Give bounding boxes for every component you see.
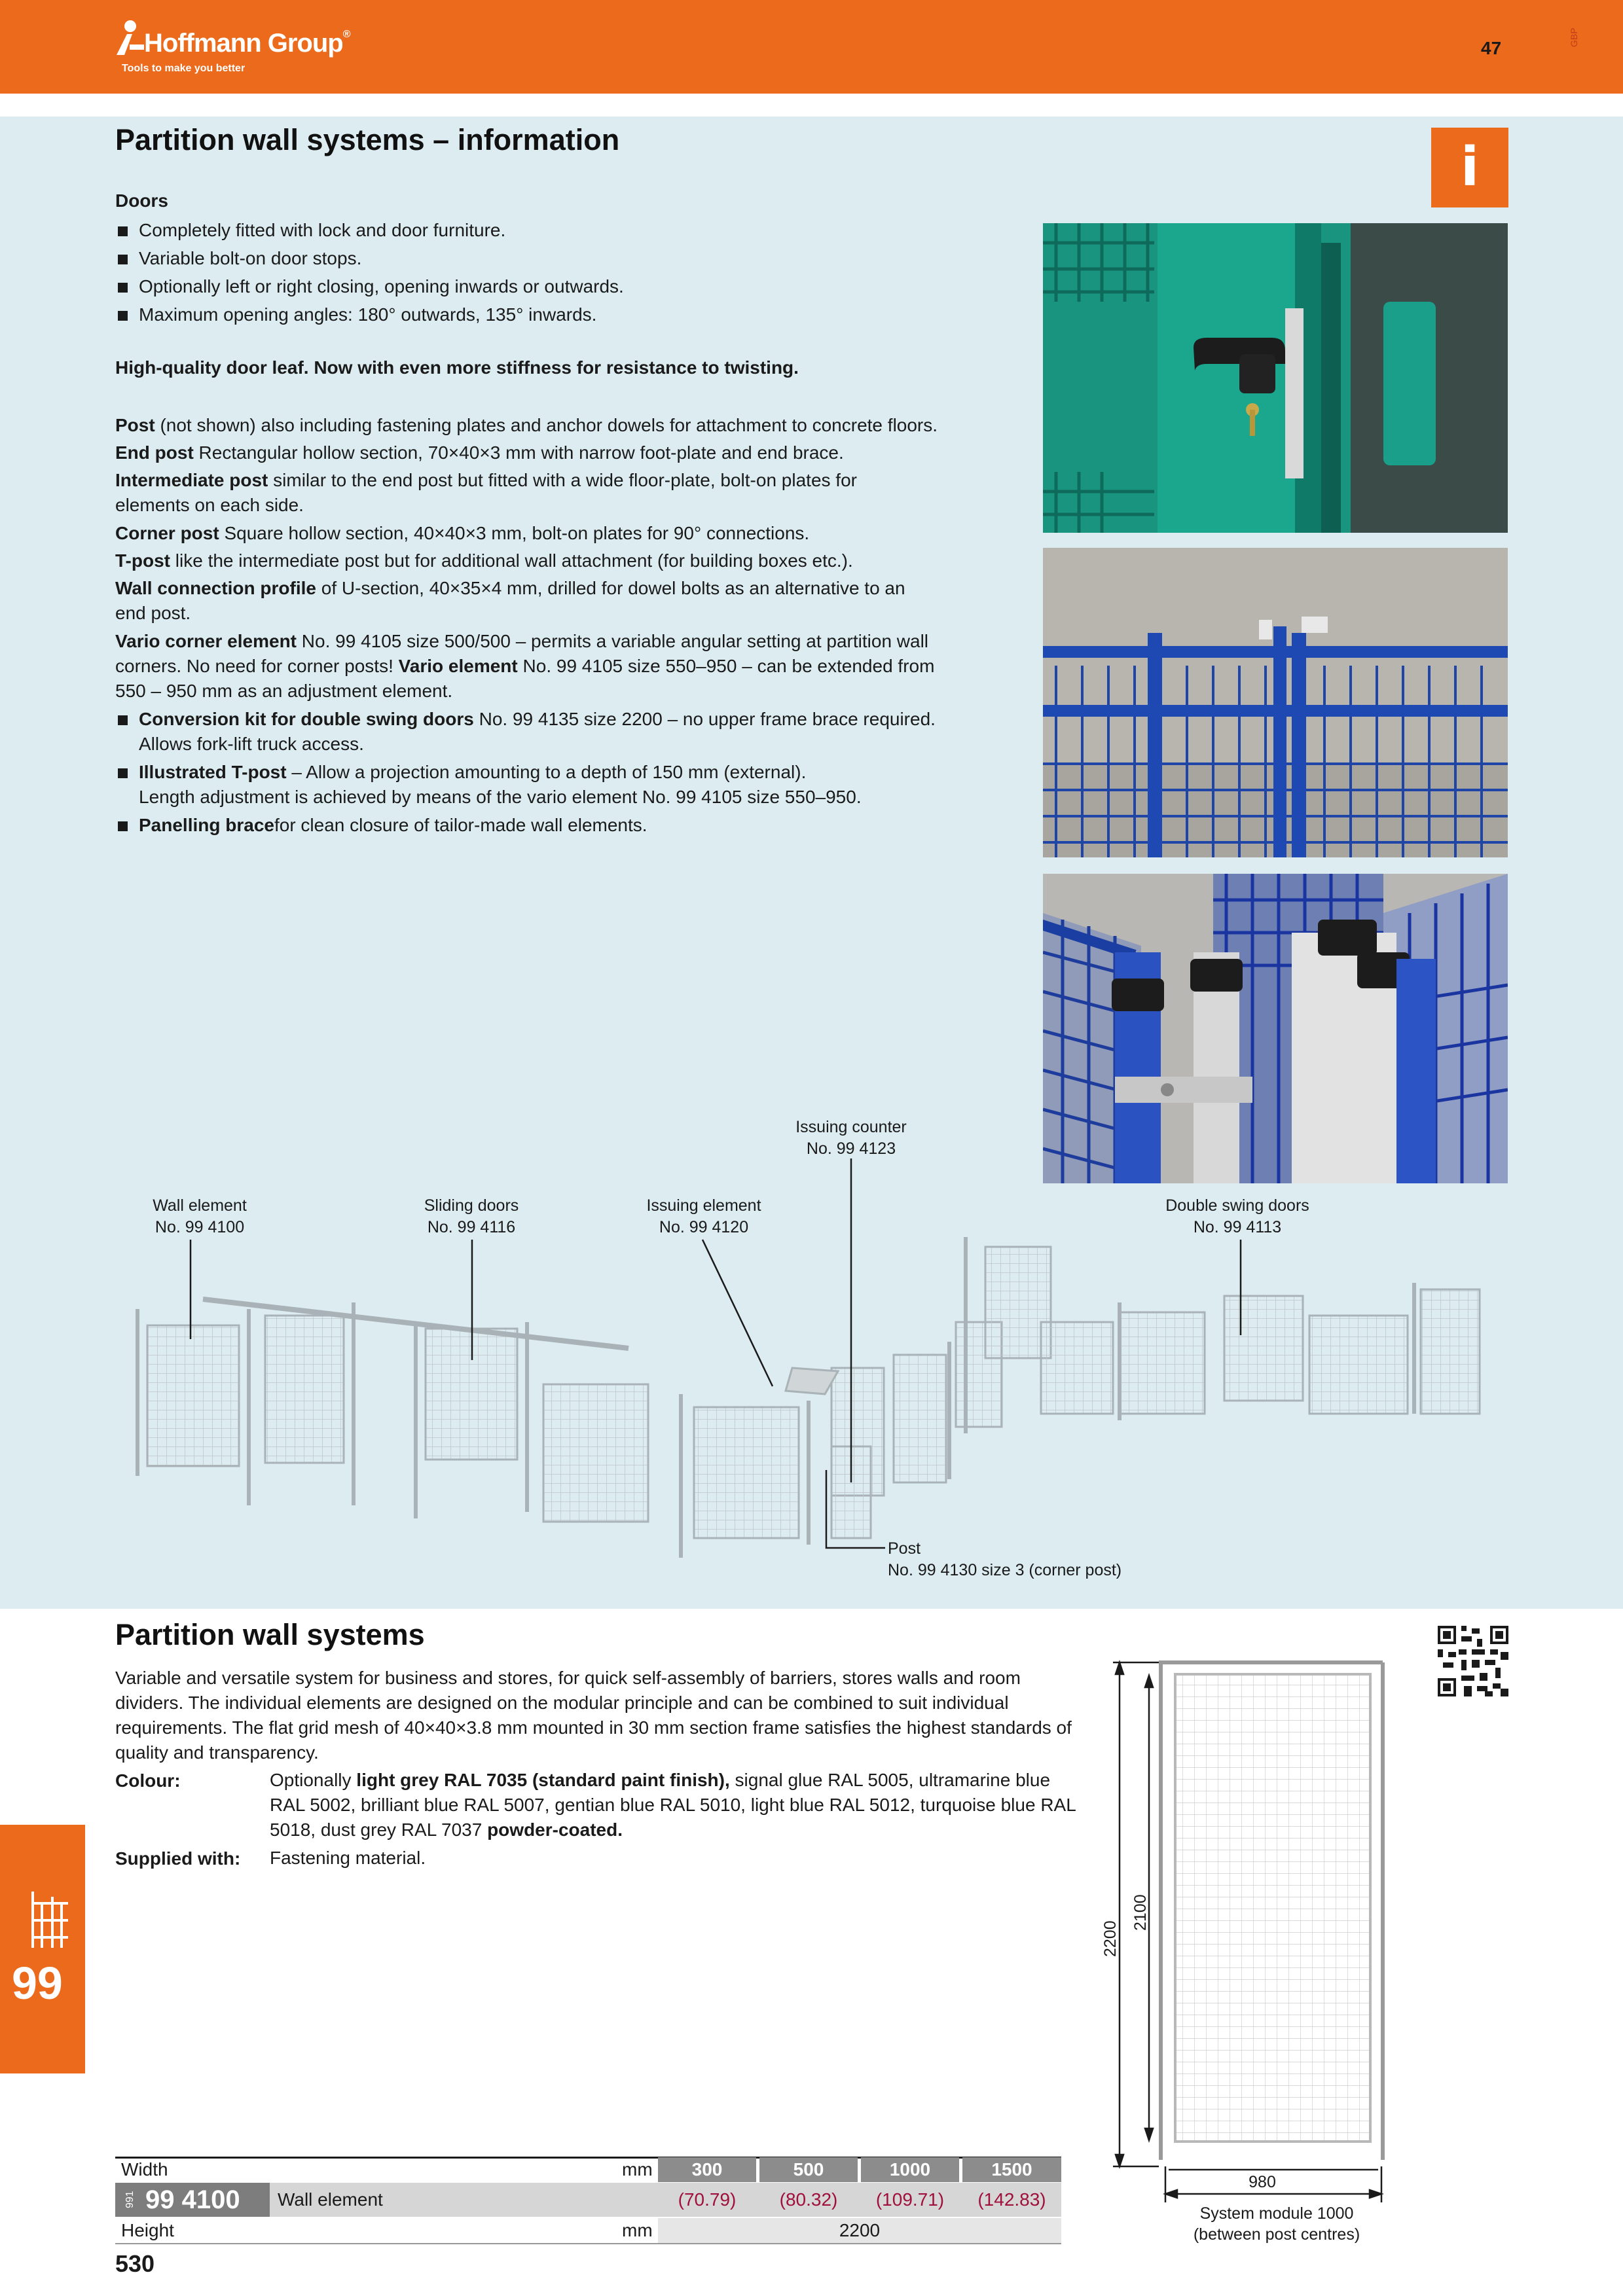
chapter-number: 99 <box>12 1958 63 2009</box>
item-number[interactable]: 99 4100 <box>145 2185 240 2214</box>
colour-value: Optionally light grey RAL 7035 (standard paint finish), signal glue RAL 5005, ultramarine blue RAL 5002, brilliant blue RAL 5007, gentian blue RAL 5010, light blue RAL 5012, turquoise blue RAL 5018, dust grey RAL 7037 powder-coated. <box>270 1770 1076 1840</box>
panelling-brace-desc: Panelling bracefor clean closure of tailor-made wall elements. <box>139 815 647 835</box>
brand-name: Hoffmann Group® <box>144 29 350 58</box>
width-col-1000: 1000 <box>861 2157 959 2182</box>
door-bullet: Variable bolt-on door stops. <box>139 248 362 268</box>
door-bullet: Maximum opening angles: 180° outwards, 135° inwards. <box>139 304 597 325</box>
info-badge: i <box>1431 128 1508 207</box>
callout-sliding-doors: Sliding doors No. 99 4116 <box>424 1196 519 1236</box>
height-unit: mm <box>622 2220 653 2240</box>
door-bullet: Completely fitted with lock and door furniture. <box>139 220 506 240</box>
tpost-desc: T-post like the intermediate post but for additional wall attachment (for building boxes etc.). <box>115 550 853 571</box>
price-1000: (109.71) <box>875 2189 945 2210</box>
callout-post: Post No. 99 4130 size 3 (corner post) <box>888 1539 1122 1579</box>
post-desc: Post (not shown) also including fastening plates and anchor dowels for attachment to concrete floors. <box>115 415 938 435</box>
drawing-caption-2: (between post centres) <box>1193 2225 1360 2244</box>
width-col-300: 300 <box>658 2157 756 2182</box>
price-500: (80.32) <box>779 2189 838 2210</box>
width-col-500: 500 <box>759 2157 858 2182</box>
cornerpost-desc: Corner post Square hollow section, 40×40×3 mm, bolt-on plates for 90° connections. <box>115 523 810 543</box>
wall-element-drawing <box>1100 1649 1414 2258</box>
supplied-label: Supplied with: <box>115 1848 241 1869</box>
interpost-desc-cont: elements on each side. <box>115 495 304 515</box>
partition-wall-icon <box>29 1890 72 1949</box>
vario-desc-cont: corners. No need for corner posts! Vario element No. 99 4105 size 550–950 – can be extended from <box>115 656 935 676</box>
page-number: 47 <box>1481 38 1502 58</box>
tpost-illustrated-desc: Illustrated T-post – Allow a projection amounting to a depth of 150 mm (external). <box>139 762 807 782</box>
price-300: (70.79) <box>678 2189 737 2210</box>
item-name: Wall element <box>278 2189 383 2210</box>
page-footer-number: 530 <box>115 2250 155 2277</box>
callout-issuing-element: Issuing element No. 99 4120 <box>646 1196 761 1236</box>
callout-wall-element: Wall element No. 99 4100 <box>153 1196 247 1236</box>
conversion-kit-desc-cont: Allows fork-lift truck access. <box>139 734 364 754</box>
highlight-text: High-quality door leaf. Now with even more stiffness for resistance to twisting. <box>115 357 799 378</box>
colour-label: Colour: <box>115 1770 181 1791</box>
tpost-illustrated-desc-cont: Length adjustment is achieved by means of the vario element No. 99 4105 size 550–950. <box>139 787 862 807</box>
width-label: Width <box>121 2159 168 2179</box>
vario-desc-cont2: 550 – 950 mm as an adjustment element. <box>115 681 453 701</box>
height-value: 2200 <box>839 2220 881 2240</box>
door-bullet: Optionally left or right closing, opening inwards or outwards. <box>139 276 624 296</box>
height-label: Height <box>121 2220 174 2240</box>
dim-outer-label: 2200 <box>1101 1920 1120 1957</box>
info-heading: Partition wall systems – information <box>115 123 620 156</box>
conversion-kit-desc: Conversion kit for double swing doors No. 99 4135 size 2200 – no upper frame brace required. <box>139 709 936 729</box>
region-code: GBP <box>1569 27 1579 47</box>
wallconn-desc-cont: end post. <box>115 603 191 623</box>
wallconn-desc: Wall connection profile of U-section, 40×35×4 mm, drilled for dowel bolts as an alternative to an <box>115 578 905 598</box>
product-description: Variable and versatile system for business and stores, for quick self-assembly of barriers, stores walls and room dividers. The individual elements are designed on the modular principle and can be combined to suit individual requirements. The flat grid mesh of 40×40×3.8 mm mounted in 30 mm section frame satisfies the highest standards of quality and transparency. <box>115 1668 1072 1763</box>
width-unit: mm <box>622 2159 653 2179</box>
width-col-1500: 1500 <box>962 2157 1061 2182</box>
callout-issuing-counter: Issuing counter No. 99 4123 <box>795 1118 907 1158</box>
vario-desc: Vario corner element No. 99 4105 size 500/500 – permits a variable angular setting at partition wall <box>115 631 929 651</box>
dim-width-label: 980 <box>1249 2173 1276 2191</box>
price-1500: (142.83) <box>977 2189 1046 2210</box>
supplied-value: Fastening material. <box>270 1848 426 1868</box>
chapter-tab <box>0 1825 85 2073</box>
doors-title: Doors <box>115 190 168 211</box>
product-heading: Partition wall systems <box>115 1618 425 1651</box>
callout-double-swing-doors: Double swing doors No. 99 4113 <box>1165 1196 1309 1236</box>
endpost-desc: End post Rectangular hollow section, 70×40×3 mm with narrow foot-plate and end brace. <box>115 442 844 463</box>
dim-inner-label: 2100 <box>1131 1894 1150 1931</box>
drawing-caption-1: System module 1000 <box>1199 2204 1354 2223</box>
item-prefix: 991 <box>124 2191 136 2208</box>
qr-code-icon[interactable] <box>1438 1626 1508 1696</box>
interpost-desc: Intermediate post similar to the end post but fitted with a wide floor-plate, bolt-on plates for <box>115 470 857 490</box>
brand-tagline: Tools to make you better <box>122 63 246 74</box>
